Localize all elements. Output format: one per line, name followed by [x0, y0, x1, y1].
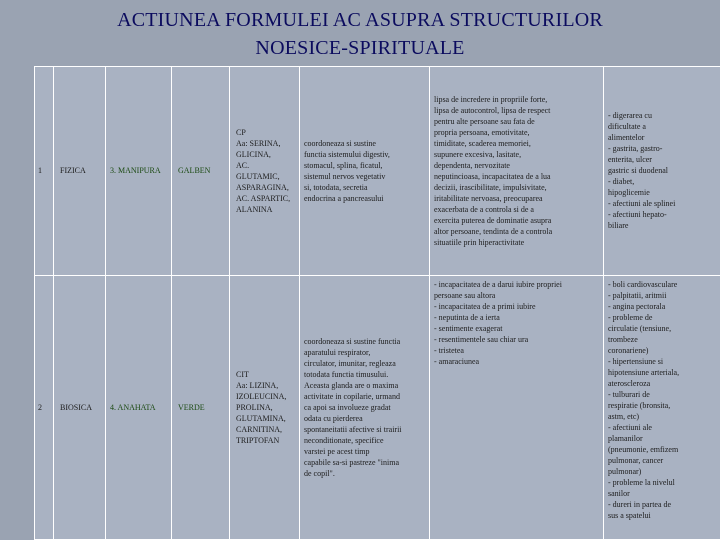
table-cell-chakra: 3. MANIPURA	[106, 66, 172, 276]
formula-table	[34, 66, 720, 540]
table-cell-dezechilibru: - incapacitatea de a darui iubire propriei persoane sau altora - incapacitatea de a primi iubire - neputinta de a ierta - sentimente exagerat - resentimentele sau chiar ura - tristetea - amaraciunea	[430, 276, 604, 540]
table-cell-nivel: BIOSICA	[54, 276, 106, 540]
table-cell-nr: 2	[34, 276, 54, 540]
page-title: ACTIUNEA FORMULEI AC ASUPRA STRUCTURILOR NOESICE-SPIRITUALE	[117, 9, 603, 59]
table-cell-formula: CP Aa: SERINA, GLICINA, AC. GLUTAMIC, ASPARAGINA, AC. ASPARTIC, ALANINA	[230, 66, 300, 276]
table-cell-formula: CIT Aa: LIZINA, IZOLEUCINA, PROLINA, GLUTAMINA, CARNITINA, TRIPTOFAN	[230, 276, 300, 540]
table-cell-dezechilibru: lipsa de incredere in propriile forte, lipsa de autocontrol, lipsa de respect pentru alte persoane sau fata de propria persoana, emotivitate, timiditate, scaderea memoriei, supunere excesiva, lasitate, dependenta, nervozitate neputincioasa, incapacitatea de a lua decizii, irascibilitate, impulsivitate, iritabilitate nervoasa, preocuparea exacerbata de a controla si de a exercita puterea de dominatie asupra altor persoane, tendinta de a controla situatiile prin hiperactivitate	[430, 66, 604, 276]
table-cell-culoare: VERDE	[172, 276, 230, 540]
table-cell-functie: coordoneaza si sustine functia aparatului respirator, circulator, imunitar, regleaza totodata functia timusului. Aceasta glanda are o maxima activitate in copilarie, urmand ca apoi sa involueze gradat odata cu pierderea spontaneitatii afective si trairii neconditionate, specifice varstei pe acest timp capabile sa-si pastreze "inima de copil".	[300, 276, 430, 540]
table-cell-culoare: GALBEN	[172, 66, 230, 276]
table-cell-chakra: 4. ANAHATA	[106, 276, 172, 540]
table-cell-nivel: FIZICA	[54, 66, 106, 276]
table-cell-afectiuni: - digerarea cu dificultate a alimentelor - gastrita, gastro- enterita, ulcer gastric si duodenal - diabet, hipoglicemie - afectiuni ale splinei - afectiuni hepato- biliare	[604, 66, 720, 276]
table-cell-functie: coordoneaza si sustine functia sistemului digestiv, stomacul, splina, ficatul, sistemul nervos vegetativ si, totodata, secretia endocrina a pancreasului	[300, 66, 430, 276]
table-cell-nr: 1	[34, 66, 54, 276]
table-cell-afectiuni: - boli cardiovasculare - palpitatii, aritmii - angina pectorala - probleme de circulatie (tensiune, trombeze coronariene) - hipertensiune si hipotensiune arteriala, ateroscleroza - tulburari de respiratie (bronsita, astm, etc) - afectiuni ale plamanilor (pneumonie, emfizem pulmonar, cancer pulmonar) - probleme la nivelul sanilor - dureri in partea de sus a spatelui	[604, 276, 720, 540]
